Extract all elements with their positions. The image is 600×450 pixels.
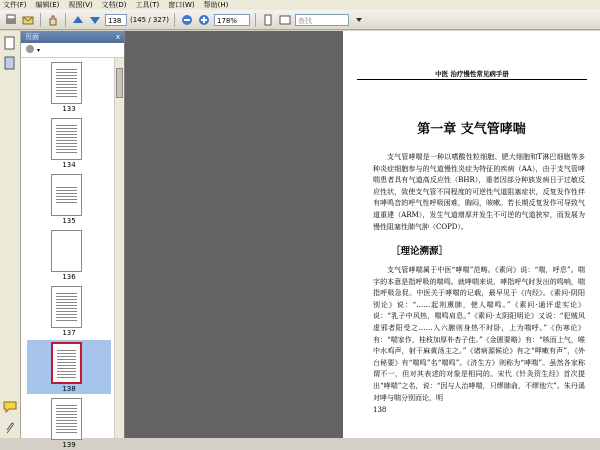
navigation-panel-strip <box>0 31 21 438</box>
pages-panel-icon[interactable] <box>4 36 16 52</box>
running-header: 中医 治疗慢性常见病手册 <box>357 69 587 80</box>
thumbnail-label: 139 <box>62 441 76 449</box>
document-background <box>125 31 343 438</box>
thumbnail-image <box>51 342 82 384</box>
thumbnail-item[interactable] <box>27 116 111 170</box>
thumbnail-label: 134 <box>62 161 76 169</box>
thumbnail-item[interactable] <box>27 60 111 114</box>
previous-page-icon[interactable] <box>71 13 85 27</box>
thumbnail-item[interactable] <box>27 172 111 226</box>
body-paragraph: 支气管哮喘属于中医“哮喘”范畴。《素问》说：“喘，呼息”。喘字的本意是指呼吸的喘鸣。就哮喘来说，哮指呼气时发出的鸣响，喘指呼吸急促。中医关于哮喘的记载，最早见于《内经》。《素问·阴阳别论》说：“……起则熏肺，使人喘鸣。”《素问·通评虚实论》说：“乳子中风热，喘鸣肩息。”《素问·太阴阳明论》又说：“犯贼风虚邪者阳受之……入六腑则身热不时卧，上为喘呼。”《伤寒论》有：“喘家作，桂枝加厚朴杏子佳。”《金匮要略》有：“咳而上气，喉中水鸡声，射干麻黄汤主之。”《诸病源候论》有之“呷嗽有声”，《外台秘要》有“喘鸣”名“喘鸣”。《济生方》则称为“哮喘”。虽然各家称谓不一，但对其表述的对象是相同的。宋代《针灸资生经》首次提出“哮喘”之名，说：“因与人治哮喘，只缪肺俞，不缪他穴”。朱丹溪对哮与喘分别而论，明 <box>373 266 585 402</box>
menu-view[interactable]: 视图(V) <box>68 1 93 9</box>
fit-page-icon[interactable] <box>261 13 275 27</box>
toolbar-separator <box>174 13 175 27</box>
thumbnail-image <box>51 398 82 440</box>
thumbnail-scrollbar[interactable] <box>114 58 124 438</box>
print-icon[interactable] <box>4 13 18 27</box>
pages-panel-header <box>21 31 124 43</box>
intro-paragraph: 支气管哮喘是一种以嗜酸性粒细胞、肥大细胞和T淋巴细胞等多种炎症细胞参与的气道慢性炎症为特征的疾病（AA），由于支气管哮喘患者具有气道高反应性（BHR），重者因部分种族发病日于过敏反应性状，致使支气管不同程度的可逆性气道阻塞症状，反复发作性伴有哮鸣音的呼气性呼吸困难，胸闷，咳嗽。若长期反复发作可导致气道重建（ARM），发生气道增厚并发生不可逆的气道狭窄，而发展为慢性阻塞性肺气肿（COPD）。 <box>373 153 585 231</box>
menu-file[interactable]: 文件(F) <box>3 1 27 9</box>
zoom-in-icon[interactable] <box>197 13 211 27</box>
thumbnail-item-selected[interactable] <box>27 340 111 394</box>
page-count: (145 / 327) <box>130 15 169 24</box>
pages-panel-title: 页面 <box>25 33 39 41</box>
menu-edit[interactable]: 编辑(E) <box>35 1 60 9</box>
options-icon[interactable] <box>25 44 35 56</box>
pages-panel-toolbar <box>21 43 124 58</box>
chapter-title: 第一章 支气管哮喘 <box>417 122 526 137</box>
toolbar-separator <box>40 13 41 27</box>
thumbnail-label: 137 <box>62 329 76 337</box>
menu-window[interactable]: 窗口(W) <box>168 1 195 9</box>
menu-bar <box>0 0 600 10</box>
menu-help[interactable]: 帮助(H) <box>203 1 229 9</box>
pages-panel <box>21 31 125 449</box>
thumbnail-item[interactable] <box>27 284 111 338</box>
thumbnail-list <box>21 58 115 449</box>
thumbnail-label: 136 <box>62 273 76 281</box>
zoom-out-icon[interactable] <box>180 13 194 27</box>
thumbnail-image <box>51 118 82 160</box>
comments-icon[interactable] <box>3 401 17 415</box>
thumbnail-label: 135 <box>62 217 76 225</box>
thumbnail-item[interactable] <box>27 228 111 282</box>
attachment-icon[interactable] <box>4 421 16 437</box>
bookmarks-panel-icon[interactable] <box>4 56 16 72</box>
hand-tool-icon[interactable] <box>46 13 60 27</box>
document-page <box>343 31 600 438</box>
toolbar <box>0 10 600 30</box>
menu-document[interactable]: 文档(D) <box>101 1 127 9</box>
scrollbar-thumb[interactable] <box>116 68 123 98</box>
thumbnail-image <box>51 230 82 272</box>
email-icon[interactable] <box>21 13 35 27</box>
menu-tools[interactable]: 工具(T) <box>135 1 160 9</box>
thumbnail-label: 138 <box>62 385 76 393</box>
thumbnail-image <box>51 286 82 328</box>
page-number-input[interactable]: 138 <box>105 14 127 26</box>
thumbnail-label: 133 <box>62 105 76 113</box>
fit-width-icon[interactable] <box>278 13 292 27</box>
toolbar-separator <box>65 13 66 27</box>
toolbar-separator <box>255 13 256 27</box>
next-page-icon[interactable] <box>88 13 102 27</box>
thumbnail-image <box>51 174 82 216</box>
thumbnail-image <box>51 62 82 104</box>
page-number: 138 <box>373 406 387 414</box>
close-panel-button[interactable]: x <box>115 33 120 41</box>
search-input[interactable]: 查找 <box>295 14 349 26</box>
options-dropdown-icon[interactable]: ▾ <box>37 46 41 54</box>
thumbnail-item[interactable] <box>27 396 111 450</box>
zoom-select[interactable]: 178% <box>214 14 250 26</box>
search-dropdown-icon[interactable] <box>352 13 366 27</box>
section-heading: ［理论溯源］ <box>391 246 449 257</box>
